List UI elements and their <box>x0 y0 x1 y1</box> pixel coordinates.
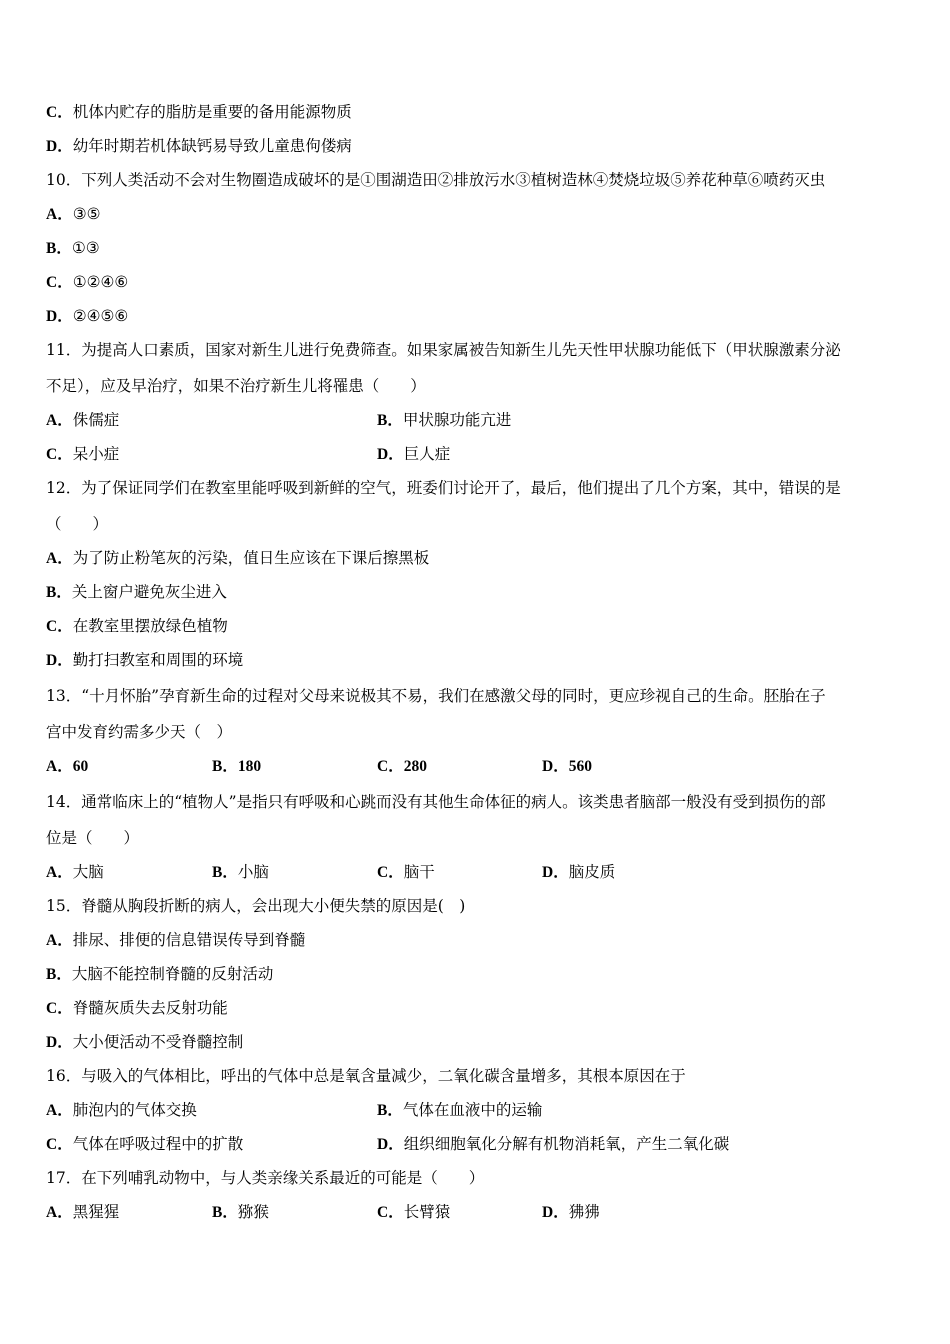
option-text: 大脑 <box>72 863 104 881</box>
option-label: A． <box>46 932 73 949</box>
q13-option-c <box>377 756 427 777</box>
option-text: 气体在呼吸过程中的扩散 <box>72 1135 244 1153</box>
q9-option-c <box>46 102 352 123</box>
option-text: 幼年时期若机体缺钙易导致儿童患佝偻病 <box>72 137 352 155</box>
option-label: C． <box>377 864 404 881</box>
option-label: C． <box>46 1000 73 1017</box>
option-label: C． <box>377 1204 404 1221</box>
q14-option-c <box>377 862 435 883</box>
option-text: 猕猴 <box>237 1203 269 1221</box>
q12-option-a <box>46 548 429 569</box>
option-text: 组织细胞氧化分解有机物消耗氧，产生二氧化碳 <box>403 1135 730 1153</box>
option-label: D． <box>542 1204 569 1221</box>
option-label: C． <box>46 274 73 291</box>
option-text: ③⑤ <box>72 205 101 223</box>
option-label: C． <box>46 104 73 121</box>
option-label: C． <box>46 446 73 463</box>
q15-stem: 15．脊髓从胸段折断的病人，会出现大小便失禁的原因是( ) <box>46 897 466 915</box>
option-label: B． <box>377 1102 403 1119</box>
option-label: D． <box>377 1136 404 1153</box>
option-label: D． <box>377 446 404 463</box>
option-text: 180 <box>237 758 262 775</box>
q13-stem-line2: 宫中发育约需多少天（ ） <box>46 723 233 741</box>
q11-option-b <box>377 410 511 431</box>
q16-option-d <box>377 1134 729 1155</box>
option-text: 肺泡内的气体交换 <box>72 1101 197 1119</box>
option-label: C． <box>377 758 404 775</box>
option-text: 为了防止粉笔灰的污染，值日生应该在下课后擦黑板 <box>72 549 430 567</box>
option-text: 大脑不能控制脊髓的反射活动 <box>71 965 274 983</box>
q14-stem-line2: 位是（ ） <box>46 829 140 847</box>
option-label: A． <box>46 1102 73 1119</box>
q12-option-b <box>46 582 227 603</box>
q15-option-a <box>46 930 305 951</box>
q11-option-d <box>377 444 450 465</box>
q14-option-a <box>46 862 104 883</box>
option-text: 在教室里摆放绿色植物 <box>72 617 228 635</box>
q10-option-a <box>46 204 101 225</box>
q13-option-d <box>542 756 592 777</box>
q15-option-c <box>46 998 228 1019</box>
option-label: B． <box>212 1204 238 1221</box>
q17-option-c <box>377 1202 450 1223</box>
q11-option-c <box>46 444 119 465</box>
q12-option-c <box>46 616 228 637</box>
option-label: B． <box>377 412 403 429</box>
q11-stem-line1: 11．为提高人口素质，国家对新生儿进行免费筛查。如果家属被告知新生儿先天性甲状腺功能低下（甲状腺激素分泌 <box>46 341 841 359</box>
option-text: 黑猩猩 <box>72 1203 120 1221</box>
q16-option-c <box>46 1134 243 1155</box>
option-label: D． <box>46 652 73 669</box>
option-label: B． <box>46 240 72 257</box>
q13-option-a <box>46 756 88 777</box>
option-label: B． <box>212 758 238 775</box>
option-label: C． <box>46 618 73 635</box>
q10-option-c <box>46 272 128 293</box>
option-label: D． <box>542 758 569 775</box>
option-text: 脊髓灰质失去反射功能 <box>72 999 228 1017</box>
q17-option-d <box>542 1202 600 1223</box>
q14-option-d <box>542 862 615 883</box>
option-label: B． <box>46 584 72 601</box>
option-label: D． <box>46 138 73 155</box>
option-text: 大小便活动不受脊髓控制 <box>72 1033 244 1051</box>
option-text: 脑皮质 <box>568 863 616 881</box>
q10-stem: 10．下列人类活动不会对生物圈造成破坏的是①围湖造田②排放污水③植树造林④焚烧垃圾⑤养花种草⑥喷药灭虫 <box>46 171 826 189</box>
option-text: ①③ <box>71 239 100 257</box>
option-text: 勤打扫教室和周围的环境 <box>72 651 244 669</box>
q13-option-b <box>212 756 261 777</box>
option-label: B． <box>212 864 238 881</box>
q15-option-d <box>46 1032 243 1053</box>
option-text: 长臂猿 <box>403 1203 451 1221</box>
q16-option-b <box>377 1100 542 1121</box>
q9-option-d <box>46 136 352 157</box>
option-text: 侏儒症 <box>72 411 120 429</box>
q16-stem: 16．与吸入的气体相比，呼出的气体中总是氧含量减少，二氧化碳含量增多，其根本原因在于 <box>46 1067 686 1085</box>
option-text: 排尿、排便的信息错误传导到脊髓 <box>72 931 306 949</box>
option-text: 60 <box>72 758 89 775</box>
option-label: A． <box>46 412 73 429</box>
option-text: 巨人症 <box>403 445 451 463</box>
q12-stem-line2: （ ） <box>46 515 109 533</box>
q12-stem-line1: 12．为了保证同学们在教室里能呼吸到新鲜的空气，班委们讨论开了，最后，他们提出了几个方案，其中，错误的是 <box>46 479 841 497</box>
q10-option-d <box>46 306 128 327</box>
q15-option-b <box>46 964 273 985</box>
q13-stem-line1: 13．“十月怀胎”孕育新生命的过程对父母来说极其不易，我们在感激父母的同时，更应珍视自己的生命。胚胎在子 <box>46 687 826 705</box>
option-text: 关上窗户避免灰尘进入 <box>71 583 227 601</box>
q17-stem: 17．在下列哺乳动物中，与人类亲缘关系最近的可能是（ ） <box>46 1169 485 1187</box>
option-text: 560 <box>568 758 592 775</box>
q12-option-d <box>46 650 243 671</box>
q16-option-a <box>46 1100 197 1121</box>
option-text: 气体在血液中的运输 <box>402 1101 543 1119</box>
q17-option-b <box>212 1202 269 1223</box>
option-text: ②④⑤⑥ <box>72 307 129 325</box>
option-text: ①②④⑥ <box>72 273 129 291</box>
option-label: A． <box>46 758 73 775</box>
q14-option-b <box>212 862 269 883</box>
option-label: D． <box>46 1034 73 1051</box>
q10-option-b <box>46 238 100 259</box>
option-label: B． <box>46 966 72 983</box>
option-text: 280 <box>403 758 427 775</box>
option-text: 呆小症 <box>72 445 120 463</box>
option-label: A． <box>46 1204 73 1221</box>
option-label: A． <box>46 206 73 223</box>
option-text: 小脑 <box>237 863 269 881</box>
option-text: 甲状腺功能亢进 <box>402 411 512 429</box>
q14-stem-line1: 14．通常临床上的“植物人”是指只有呼吸和心跳而没有其他生命体征的病人。该类患者脑部一般没有受到损伤的部 <box>46 793 826 811</box>
option-text: 脑干 <box>403 863 435 881</box>
option-text: 机体内贮存的脂肪是重要的备用能源物质 <box>72 103 352 121</box>
option-text: 狒狒 <box>568 1203 600 1221</box>
option-label: C． <box>46 1136 73 1153</box>
q11-stem-line2: 不足），应及早治疗，如果不治疗新生儿将罹患（ ） <box>46 377 426 395</box>
q11-option-a <box>46 410 119 431</box>
q17-option-a <box>46 1202 119 1223</box>
option-label: A． <box>46 550 73 567</box>
option-label: D． <box>542 864 569 881</box>
option-label: D． <box>46 308 73 325</box>
option-label: A． <box>46 864 73 881</box>
